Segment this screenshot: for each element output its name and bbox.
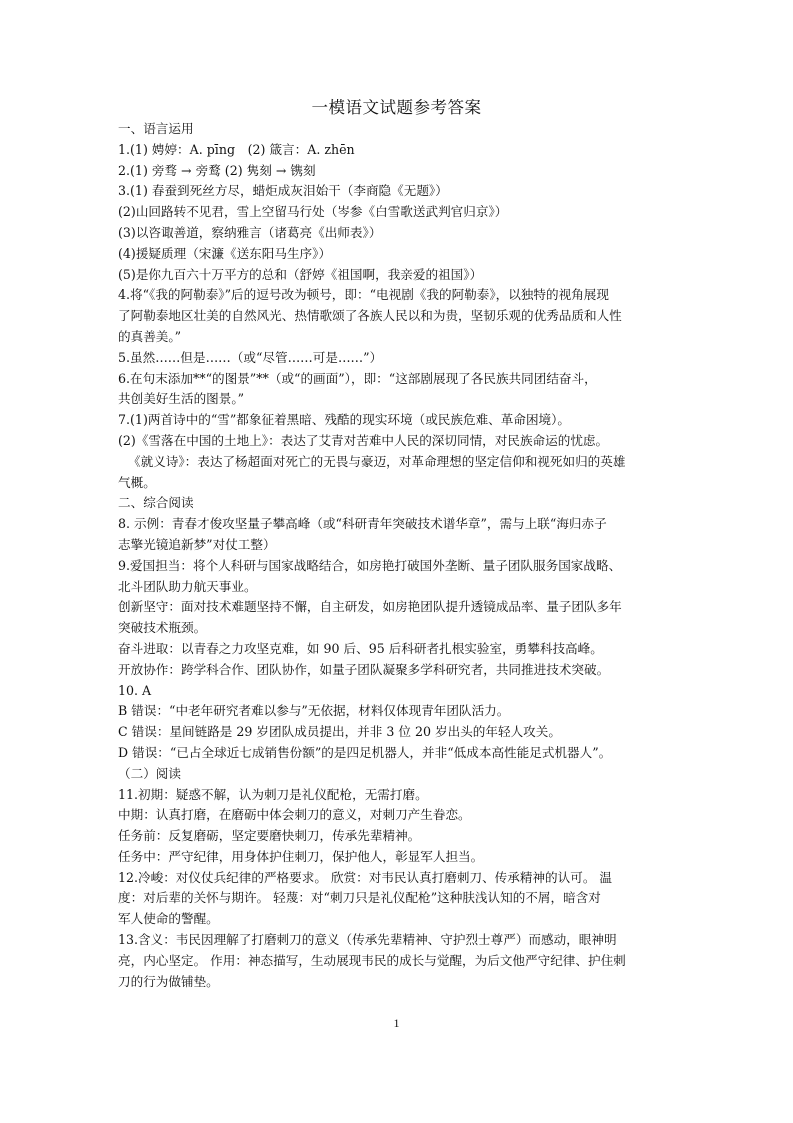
answer-line: 6.在句末添加**“的图景”**（或“的画面”），即：“这部剧展现了各民族共同团结奋斗， (118, 370, 597, 386)
answer-line: 的真善美。” (118, 328, 182, 344)
document-title: 一模语文试题参考答案 (311, 98, 482, 117)
answer-line: 1.(1) 娉婷：A. pīng (2) 箴言：A. zhēn (118, 141, 355, 157)
answer-line: 7.(1)两首诗中的“雪”都象征着黑暗、残酷的现实环境（或民族危难、革命困境）。 (118, 412, 571, 428)
answer-line: (4)援疑质理（宋濂《送东阳马生序》） (118, 245, 332, 261)
answer-line: C 错误：星间链路是 29 岁团队成员提出，并非 3 位 20 岁出头的年轻人攻关。 (118, 724, 561, 740)
answer-line: 2.(1) 旁骛 → 旁鹜 (2) 隽刻 → 镌刻 (118, 162, 316, 178)
answer-line: (5)是你九百六十万平方的总和（舒婷《祖国啊，我亲爱的祖国》） (118, 266, 483, 282)
answer-line: 13.含义：韦民因理解了打磨刺刀的意义（传承先辈精神、守护烈士尊严）而感动，眼神明 (118, 932, 617, 948)
answer-line: 刀的行为做铺垫。 (118, 973, 219, 989)
answer-line: 开放协作：跨学科合作、团队协作，如量子团队凝聚多学科研究者，共同推进技术突破。 (118, 661, 610, 677)
answer-line: 度：对后辈的关怀与期许。 轻蔑：对“刺刀只是礼仪配枪”这种肤浅认知的不屑，暗含对 (118, 890, 601, 906)
answer-line: 9.爱国担当：将个人科研与国家战略结合，如房艳打破国外垄断、量子团队服务国家战略、 (118, 557, 622, 573)
answer-line: 军人使命的警醒。 (118, 911, 219, 927)
answer-line: 中期：认真打磨，在磨砺中体会刺刀的意义，对刺刀产生眷恋。 (118, 807, 471, 823)
answer-line: (3)以咨诹善道，察纳雅言（诸葛亮《出师表》） (118, 224, 382, 240)
answer-line: 11.初期：疑惑不解，认为刺刀是礼仪配枪，无需打磨。 (118, 786, 428, 802)
answer-line: (2)《雪落在中国的土地上》：表达了艾青对苦难中人民的深切同情，对民族命运的忧虑。 (118, 432, 609, 448)
page-number: 1 (393, 1016, 400, 1030)
answer-line: 北斗团队助力航天事业。 (118, 578, 257, 594)
answer-line: D 错误：“已占全球近七成销售份额”的是四足机器人，并非“低成本高性能足式机器人”。 (118, 744, 612, 760)
answer-line: 任务中：严守纪律，用身体护住刺刀，保护他人，彰显军人担当。 (118, 848, 484, 864)
answer-line: (2)山回路转不见君，雪上空留马行处（岑参《白雪歌送武判官归京》） (118, 204, 508, 220)
section-heading: 二、综合阅读 (118, 495, 194, 511)
answer-line: 亮，内心坚定。 作用：神态描写，生动展现韦民的成长与觉醒，为后文他严守纪律、护住刺 (118, 952, 626, 968)
answer-line: B 错误：“中老年研究者难以参与”无依据，材料仅体现青年团队活力。 (118, 703, 510, 719)
section-heading: （二）阅读 (118, 765, 181, 781)
answer-line: 3.(1) 春蚕到死丝方尽，蜡炬成灰泪始干（李商隐《无题》） (118, 183, 448, 199)
answer-line: 12.冷峻：对仪仗兵纪律的严格要求。 欣赏：对韦民认真打磨刺刀、传承精神的认可。 温 (118, 869, 613, 885)
answer-line: 了阿勒泰地区壮美的自然风光、热情歌颂了各族人民以和为贵，坚韧乐观的优秀品质和人性 (118, 308, 622, 324)
answer-line: 5.虽然……但是……（或“尽管……可是……”） (118, 349, 383, 365)
answer-line: 4.将“《我的阿勒泰》”后的逗号改为顿号，即：“电视剧《我的阿勒泰》，以独特的视角展现 (118, 287, 609, 303)
answer-line: 任务前：反复磨砺，坚定要磨快刺刀，传承先辈精神。 (118, 828, 421, 844)
answer-line: 奋斗进取：以青春之力攻坚克难，如 90 后、95 后科研者扎根实验室，勇攀科技高峰。 (118, 640, 603, 656)
answer-line: 志擎光镜追新梦”对仗工整） (118, 536, 276, 552)
answer-line: 共创美好生活的图景。” (118, 391, 245, 407)
answer-line: 创新坚守：面对技术难题坚持不懈，自主研发，如房艳团队提升透镜成品率、量子团队多年 (118, 599, 622, 615)
answer-line: 8. 示例：青春才俊攻坚量子攀高峰（或“科研青年突破技术谱华章”，需与上联“海归赤子 (118, 516, 607, 532)
answer-body (118, 119, 678, 992)
answer-line: 突破技术瓶颈。 (118, 620, 207, 636)
section-heading: 一、语言运用 (118, 121, 194, 136)
answer-line: 10. A (118, 682, 152, 698)
answer-line: 《就义诗》：表达了杨超面对死亡的无畏与豪迈，对革命理想的坚定信仰和视死如归的英雄 (128, 453, 626, 469)
answer-line: 气概。 (118, 474, 156, 490)
